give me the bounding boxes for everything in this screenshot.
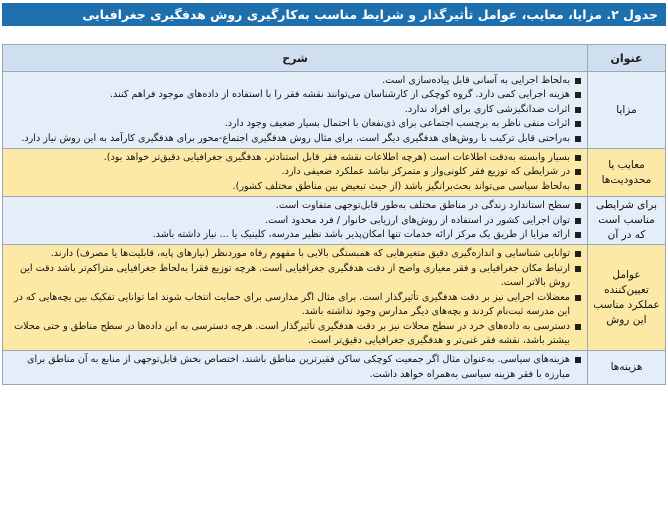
comparison-table — [2, 44, 666, 385]
table-row — [3, 72, 666, 149]
table-row — [3, 197, 666, 245]
row-description — [3, 351, 588, 385]
bullet-item: به‌راحتی قابل ترکیب با روش‌های هدفگیری دیگر است. برای مثال روش هدفگیری اجتماع-محور برای هدفگیری کارآمد به این روش نیاز دارد. — [7, 132, 581, 146]
row-description — [3, 72, 588, 149]
bullet-item: اثرات منفی ناظر به برچسب اجتماعی برای ذی‌نفعان با احتمال بسیار ضعیف وجود دارد. — [7, 117, 581, 131]
row-description — [3, 245, 588, 351]
bullet-item: سطح استاندارد زندگی در مناطق مختلف به‌طور قابل‌توجهی متفاوت است. — [7, 199, 581, 213]
row-label: هزینه‌ها — [588, 351, 666, 385]
table-header-row — [3, 45, 666, 72]
row-label: مزایا — [588, 72, 666, 149]
bullet-item: اثرات ضدانگیزشی کاری برای افراد ندارد. — [7, 103, 581, 117]
bullet-item: بسیار وابسته به‌دقت اطلاعات است (هرچه اطلاعات نقشه فقر قابل استنادتر، هدفگیری جغرافیایی دقیق‌تر خواهد بود). — [7, 151, 581, 165]
table-body — [3, 72, 666, 385]
table-row — [3, 245, 666, 351]
row-label: برای شرایطی مناسب است که در آن — [588, 197, 666, 245]
bullet-item: هزینه‌های سیاسی. به‌عنوان مثال اگر جمعیت کوچکی ساکن فقیرترین مناطق باشند، اختصاص بخش قابل‌توجهی از منابع به آن مناطق برای مبارزه با فقر هزینه سیاسی به‌همراه خواهد داشت. — [7, 353, 581, 382]
row-description — [3, 149, 588, 197]
bullet-list — [7, 247, 581, 348]
table-title: جدول ۲. مزایا، معایب، عوامل تأثیرگذار و شرایط مناسب به‌کارگیری روش هدفگیری جغرافیایی — [2, 3, 666, 26]
bullet-item: به‌لحاظ سیاسی می‌تواند بحث‌برانگیز باشد (از حیث تبعیض بین مناطق مختلف کشور). — [7, 180, 581, 194]
row-label: معایب یا محدودیت‌ها — [588, 149, 666, 197]
bullet-list — [7, 199, 581, 242]
bullet-list — [7, 151, 581, 194]
bullet-item: ارتباط مکان جغرافیایی و فقر معیاری واضح از دقت هدفگیری جغرافیایی است. هرچه توزیع فقرا به‌لحاظ جغرافیایی متراکم‌تر باشد دقت این روش بالاتر است. — [7, 262, 581, 291]
header-description: شرح — [3, 45, 588, 72]
bullet-item: دسترسی به داده‌های خرد در سطح محلات نیز بر دقت هدفگیری تأثیرگذار است. هرچه دسترسی به این داده‌ها در سطح مناطق و حتی محلات بیشتر باشد، نقشه فقر غنی‌تر و هدفگیری جغرافیایی دقیق‌تر است. — [7, 320, 581, 349]
row-label: عوامل تعیین‌کننده عملکرد مناسب این روش — [588, 245, 666, 351]
table-row — [3, 149, 666, 197]
bullet-item: ارائه مزایا از طریق یک مرکز ارائه خدمات تنها امکان‌پذیر باشد نظیر مدرسه، کلینیک یا ... نیاز داشته باشد. — [7, 228, 581, 242]
bullet-list — [7, 353, 581, 382]
header-title: عنوان — [588, 45, 666, 72]
bullet-item: توان اجرایی کشور در استفاده از روش‌های ارزیابی خانوار / فرد محدود است. — [7, 214, 581, 228]
bullet-item: هزینه اجرایی کمی دارد. گروه کوچکی از کارشناسان می‌توانند نقشه فقر را با استفاده از داده‌های موجود فراهم کنند. — [7, 88, 581, 102]
bullet-item: در شرایطی که توزیع فقر کلونی‌وار و متمرکز نباشد عملکرد ضعیفی دارد. — [7, 165, 581, 179]
bullet-item: توانایی شناسایی و اندازه‌گیری دقیق متغیرهایی که همبستگی بالایی با مفهوم رفاه موردنظر (نیازهای پایه، قابلیت‌ها یا مصرف) دارند. — [7, 247, 581, 261]
table-row — [3, 351, 666, 385]
row-description — [3, 197, 588, 245]
bullet-item: معضلات اجرایی نیز بر دقت هدفگیری تأثیرگذار است. برای مثال اگر مدارسی برای حمایت انتخاب شوند اما توانایی تفکیک بین بچه‌هایی که در این مدرسه ثبت‌نام کردند و بچه‌های دیگر مدارس وجود نداشته باشد. — [7, 291, 581, 320]
bullet-list — [7, 74, 581, 146]
bullet-item: به‌لحاظ اجرایی به آسانی قابل پیاده‌سازی است. — [7, 74, 581, 88]
